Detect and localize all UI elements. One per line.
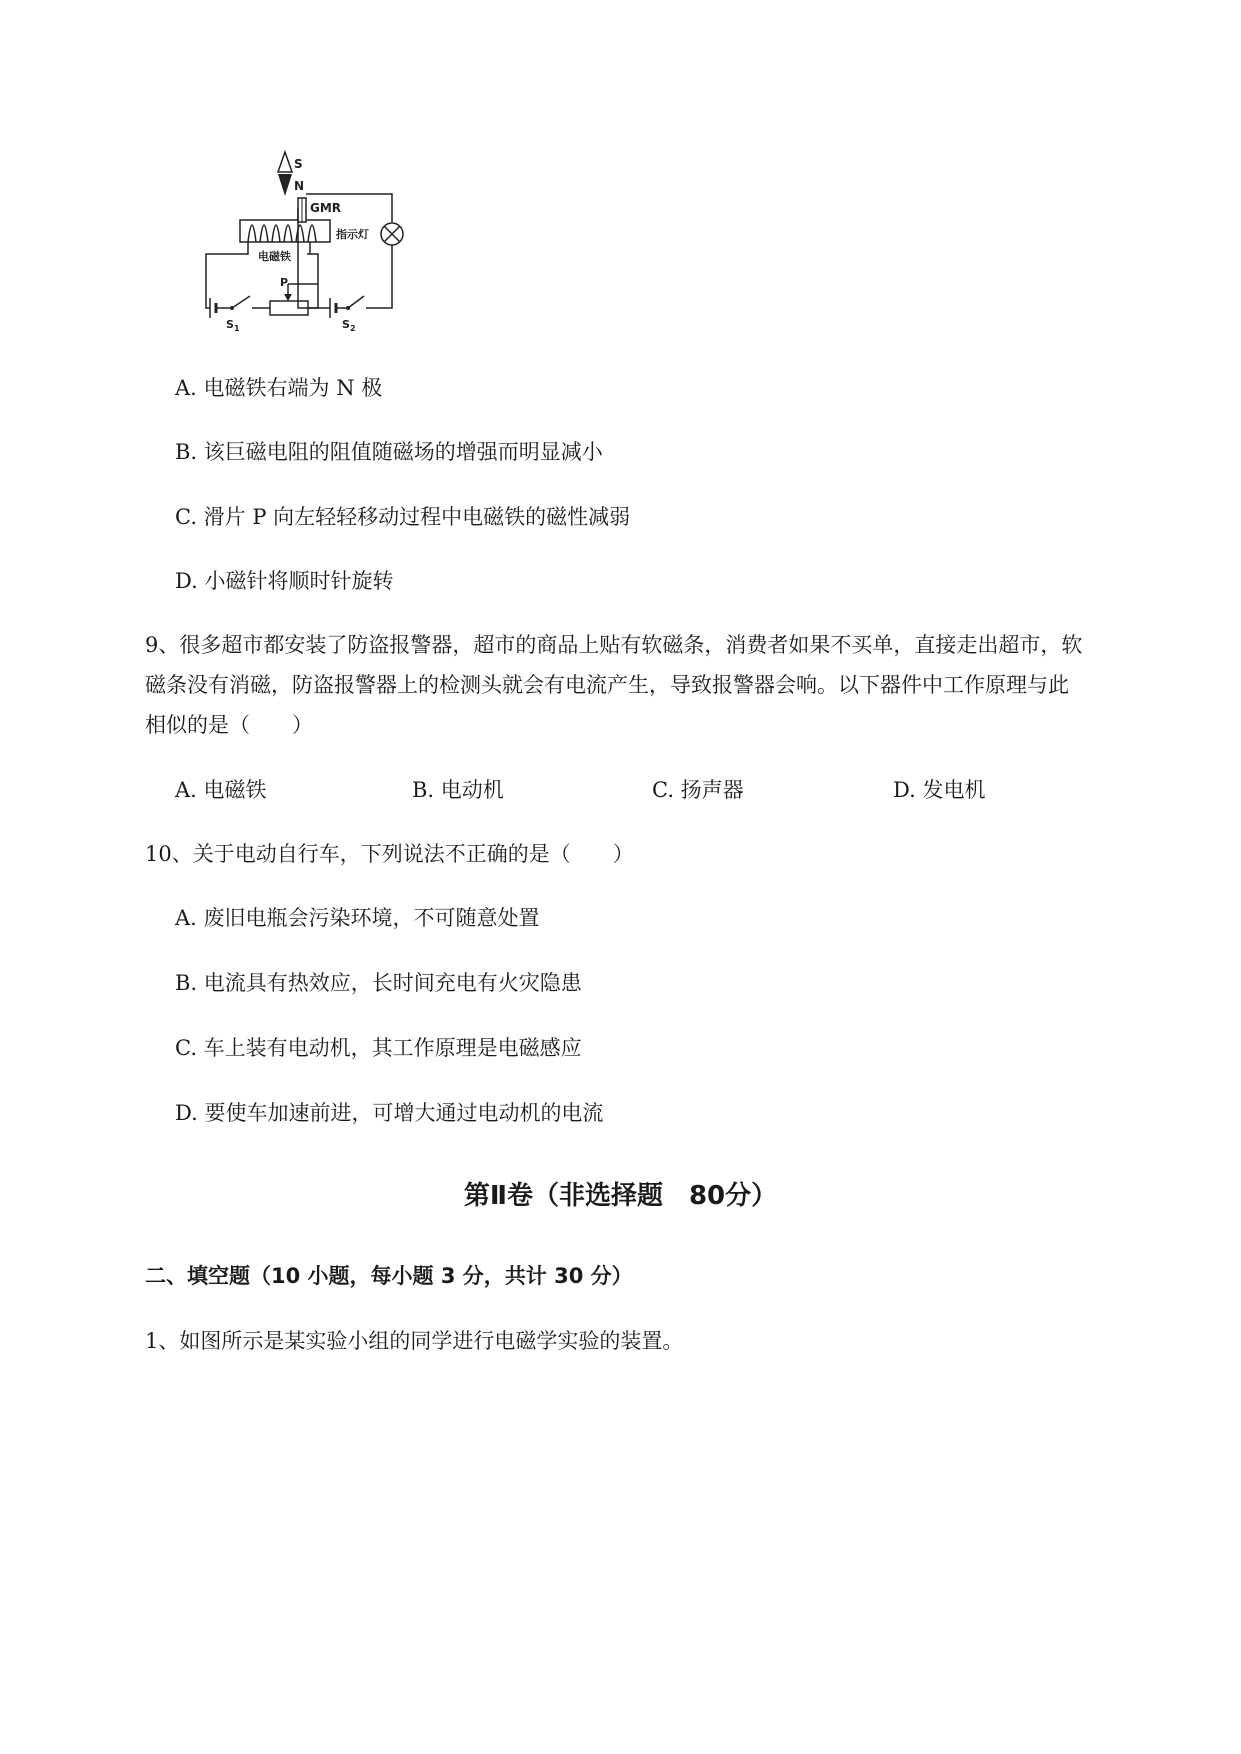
- s-pole-label: S: [294, 157, 303, 171]
- switch2-subscript: 2: [350, 324, 356, 333]
- switch2-label: S: [342, 318, 350, 331]
- indicator-label: 指示灯: [336, 228, 369, 241]
- q9-option-d: D. 发电机: [893, 778, 986, 802]
- q9-option-b: B. 电动机: [412, 778, 504, 802]
- q8-option-c: C. 滑片 P 向左轻轻移动过程中电磁铁的磁性减弱: [175, 505, 631, 529]
- fill-in-section-heading: 二、填空题（10 小题，每小题 3 分，共计 30 分）: [145, 1264, 633, 1288]
- q8-option-b: B. 该巨磁电阻的阻值随磁场的增强而明显减小: [175, 440, 603, 464]
- q10-stem: 10、关于电动自行车，下列说法不正确的是（ ）: [145, 842, 634, 866]
- q10-option-a: A. 废旧电瓶会污染环境，不可随意处置: [175, 906, 540, 930]
- electromagnet-coil: [240, 220, 330, 242]
- electromagnet-label: 电磁铁: [258, 250, 291, 263]
- switch1-subscript: 1: [234, 324, 240, 333]
- part2-title: 第Ⅱ卷（非选择题 80分）: [463, 1181, 778, 1211]
- q9-stem-line-3: 相似的是（ ）: [145, 713, 313, 737]
- q10-option-c: C. 车上装有电动机，其工作原理是电磁感应: [175, 1036, 582, 1060]
- switch1-label: S: [226, 318, 234, 331]
- q9-option-c: C. 扬声器: [652, 778, 744, 802]
- q9-stem-line-2: 磁条没有消磁，防盗报警器上的检测头就会有电流产生，导致报警器会响。以下器件中工作原理与此: [145, 673, 1069, 697]
- q8-option-a: A. 电磁铁右端为 N 极: [175, 376, 383, 400]
- gmr-label: GMR: [310, 201, 342, 215]
- q9-stem-line-1: 9、很多超市都安装了防盗报警器，超市的商品上贴有软磁条，消费者如果不买单，直接走出超市，软: [145, 633, 1083, 657]
- circuit-figure: [170, 148, 470, 333]
- part2-q1-stem: 1、如图所示是某实验小组的同学进行电磁学实验的装置。: [145, 1329, 684, 1353]
- compass-needle-icon: [278, 152, 292, 196]
- q10-option-b: B. 电流具有热效应，长时间充电有火灾隐患: [175, 971, 582, 995]
- q8-option-d: D. 小磁针将顺时针旋转: [175, 569, 394, 593]
- q9-option-a: A. 电磁铁: [175, 778, 267, 802]
- slider-label: P: [280, 276, 289, 289]
- n-pole-label: N: [294, 179, 305, 193]
- q10-option-d: D. 要使车加速前进，可增大通过电动机的电流: [175, 1101, 604, 1125]
